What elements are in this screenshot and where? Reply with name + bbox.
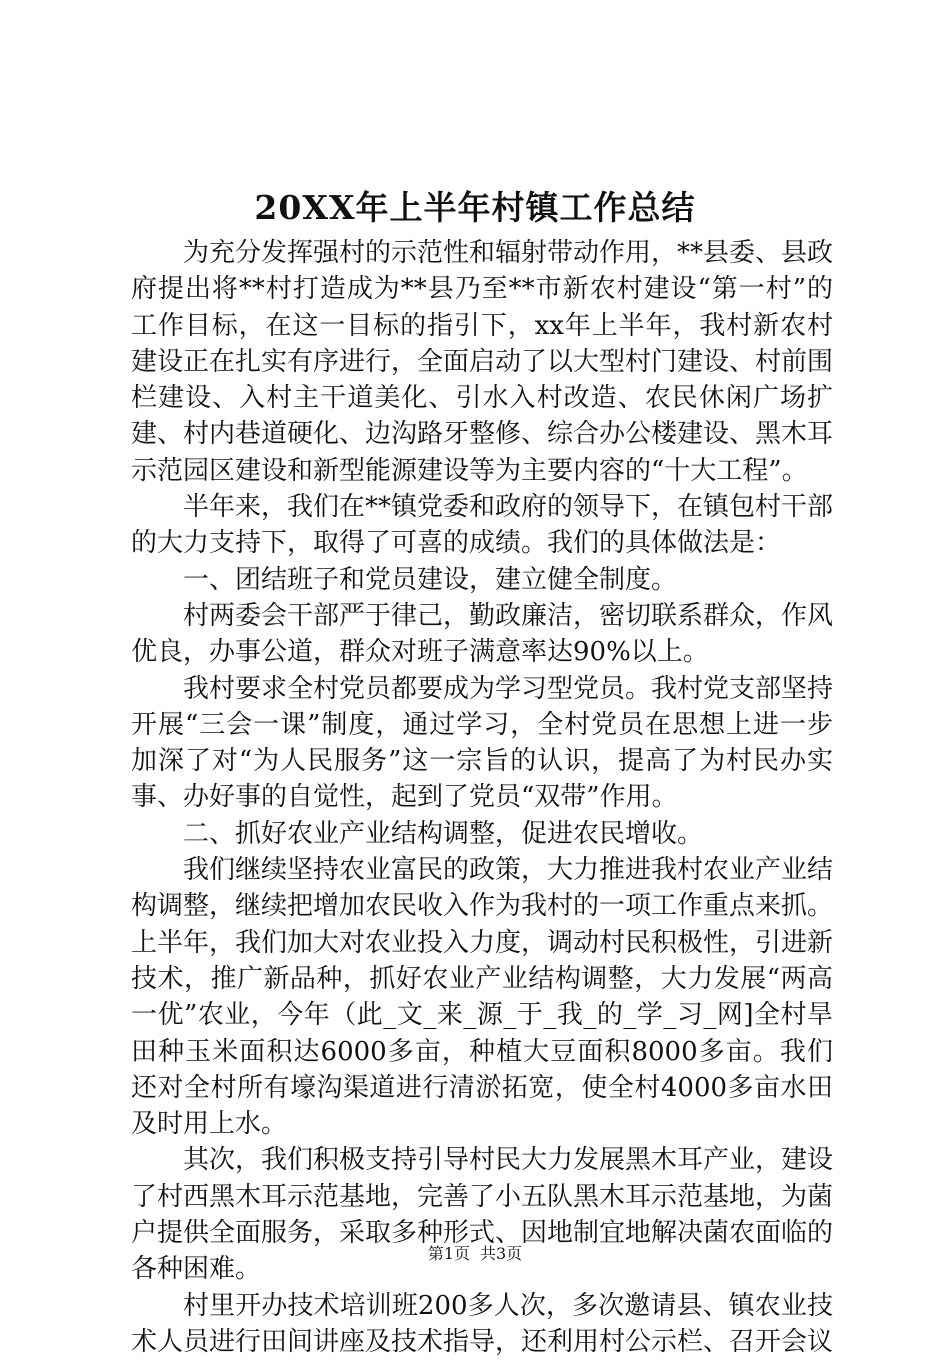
paragraph-cadres: 村两委会干部严于律己，勤政廉洁，密切联系群众，作风优良，办事公道，群众对班子满意率达90%以上。 <box>131 600 834 668</box>
page-number: 第1页 <box>427 1244 470 1263</box>
document-body <box>131 235 833 1360</box>
paragraph-training: 村里开办技术培训班200多人次，多次邀请县、镇农业技术人员进行田间讲座及技术指导，还利用村公示栏、召开会议 <box>131 1290 834 1357</box>
page-total: 共3页 <box>480 1244 523 1263</box>
paragraph-party-members: 我村要求全村党员都要成为学习型党员。我村党支部坚持开展“三会一课”制度，通过学习，全村党员在思想上进一步加深了对“为人民服务”这一宗旨的认识，提高了为村民办实事、办好事的自觉性，起到了党员“双带”作用。 <box>131 673 834 813</box>
section-heading-2: 二、抓好农业产业结构调整，促进农民增收。 <box>183 818 704 849</box>
paragraph-agriculture: 我们继续坚持农业富民的政策，大力推进我村农业产业结构调整，继续把增加农民收入作为我村的一项工作重点来抓。上半年，我们加大对农业投入力度，调动村民积极性，引进新技术，推广新品种，抓好农业产业结构调整，大力发展“两高一优”农业，今年（此_文_来_源_于_我_的_学_习_网]全村旱田种玉米面积达6000多亩，种植大豆面积8000多亩。我们还对全村所有壕沟渠道进行清淤拓宽，使全村4000多亩水田及时用上水。 <box>131 855 834 1140</box>
page-footer <box>0 1243 950 1265</box>
paragraph-intro: 为充分发挥强村的示范性和辐射带动作用，**县委、县政府提出将**村打造成为**县乃至**市新农村建设“第一村”的工作目标，在这一目标的指引下，xx年上半年，我村新农村建设正在扎实有序进行，全面启动了以大型村门建设、村前围栏建设、入村主干道美化、引水入村改造、农民休闲广场扩建、村内巷道硬化、边沟路牙整修、综合办公楼建设、黑木耳示范园区建设和新型能源建设等为主要内容的“十大工程”。 <box>131 238 834 486</box>
paragraph-black-fungus: 其次，我们积极支持引导村民大力发展黑木耳产业，建设了村西黑木耳示范基地，完善了小五队黑木耳示范基地，为菌户提供全面服务，采取多种形式、因地制宜地解决菌农面临的各种困难。 <box>131 1145 834 1285</box>
section-heading-1: 一、团结班子和党员建设，建立健全制度。 <box>183 564 678 595</box>
paragraph-overview: 半年来，我们在**镇党委和政府的领导下，在镇包村干部的大力支持下，取得了可喜的成绩。我们的具体做法是： <box>131 492 834 559</box>
document-title: 20XX年上半年村镇工作总结 <box>254 188 696 227</box>
